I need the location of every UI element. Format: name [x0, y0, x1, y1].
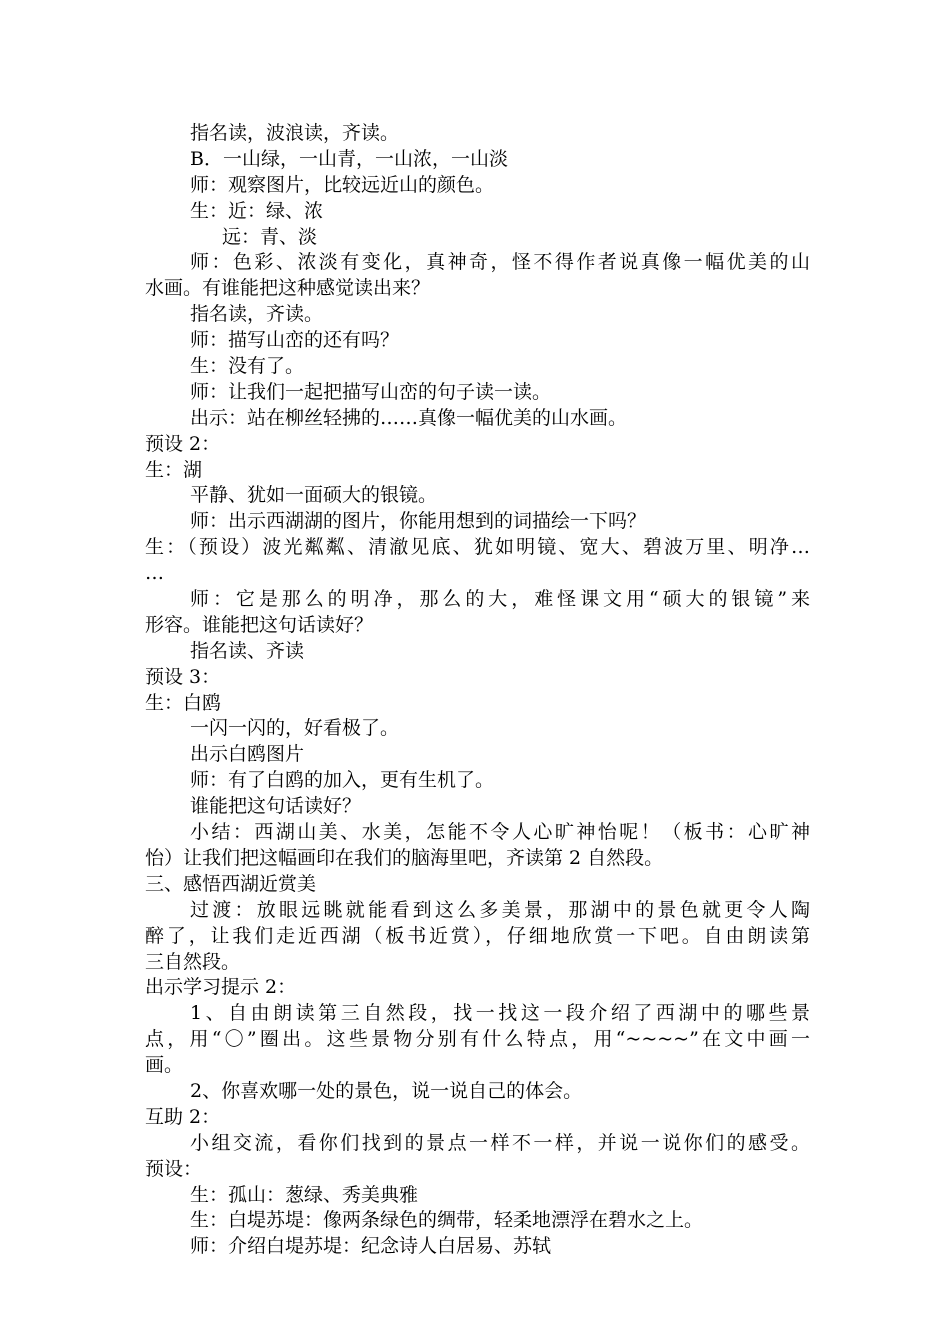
text-line: 出示白鸥图片	[190, 743, 305, 766]
text-line: …	[145, 562, 164, 585]
text-line: 画。	[145, 1054, 184, 1077]
text-line: 过渡：放眼远眺就能看到这么多美景，那湖中的景色就更令人陶	[190, 898, 810, 921]
text-line: 师：有了白鸥的加入，更有生机了。	[190, 769, 495, 792]
text-line: 师：描写山峦的还有吗？	[190, 329, 400, 352]
text-line: 远：青、淡	[222, 225, 318, 248]
text-line: 点，用“〇”圈出。这些景物分别有什么特点，用“~~~~”在文中画一	[145, 1028, 810, 1051]
text-line: 醉了，让我们走近西湖（板书近赏），仔细地欣赏一下吧。自由朗读第	[145, 924, 810, 947]
text-line: 师：介绍白堤苏堤：纪念诗人白居易、苏轼	[190, 1235, 552, 1258]
text-line: 2、你喜欢哪一处的景色，说一说自己的体会。	[190, 1079, 583, 1102]
text-line: 生：（预设）波光粼粼、清澈见底、犹如明镜、宽大、碧波万里、明净…	[145, 536, 810, 559]
text-line: 三、感悟西湖近赏美	[145, 872, 317, 895]
text-line: 出示学习提示 2：	[145, 976, 297, 999]
text-line: 预设：	[145, 1157, 203, 1180]
text-line: 小结：西湖山美、水美，怎能不令人心旷神怡呢！（板书：心旷神	[190, 821, 810, 844]
text-line: 指名读，波浪读，齐读。	[190, 122, 400, 144]
text-line: 师：出示西湖湖的图片，你能用想到的词描绘一下吗？	[190, 510, 647, 533]
text-line: 谁能把这句话读好？	[190, 795, 362, 818]
text-line: 形容。谁能把这句话读好？	[145, 613, 374, 636]
text-line: 预设 3：	[145, 665, 221, 688]
text-line: 指名读、齐读	[190, 639, 305, 662]
text-line: 怡）让我们把这幅画印在我们的脑海里吧，齐读第 2 自然段。	[145, 846, 664, 869]
text-line: 指名读，齐读。	[190, 303, 324, 326]
text-line: 生：孤山：葱绿、秀美典雅	[190, 1183, 419, 1206]
text-line: 生：没有了。	[190, 355, 305, 378]
text-line: 互助 2：	[145, 1105, 221, 1128]
text-line: 生：白鸥	[145, 691, 222, 714]
text-line: 生：湖	[145, 458, 203, 481]
text-line: 平静、犹如一面硕大的银镜。	[190, 484, 438, 507]
text-line: 水画。有谁能把这种感觉读出来？	[145, 277, 431, 300]
text-line: 1、自由朗读第三自然段，找一找这一段介绍了西湖中的哪些景	[190, 1002, 810, 1025]
text-line: 师：色彩、浓淡有变化，真神奇，怪不得作者说真像一幅优美的山	[190, 251, 810, 274]
text-line: 生：近：绿、浓	[190, 199, 324, 222]
text-line: 三自然段。	[145, 950, 241, 973]
text-line: 生：白堤苏堤：像两条绿色的绸带，轻柔地漂浮在碧水之上。	[190, 1209, 704, 1232]
text-line: B．一山绿，一山青，一山浓，一山淡	[190, 147, 508, 170]
text-line: 师：观察图片，比较远近山的颜色。	[190, 173, 495, 196]
document-page	[145, 121, 810, 1260]
text-line: 师：它是那么的明净，那么的大，难怪课文用“硕大的银镜”来	[190, 588, 810, 611]
text-line: 师：让我们一起把描写山峦的句子读一读。	[190, 380, 552, 403]
text-line: 出示：站在柳丝轻拂的……真像一幅优美的山水画。	[190, 406, 628, 429]
text-line: 小组交流，看你们找到的景点一样不一样，并说一说你们的感受。	[190, 1131, 810, 1154]
text-line: 预设 2：	[145, 432, 221, 455]
text-line: 一闪一闪的，好看极了。	[190, 717, 400, 740]
